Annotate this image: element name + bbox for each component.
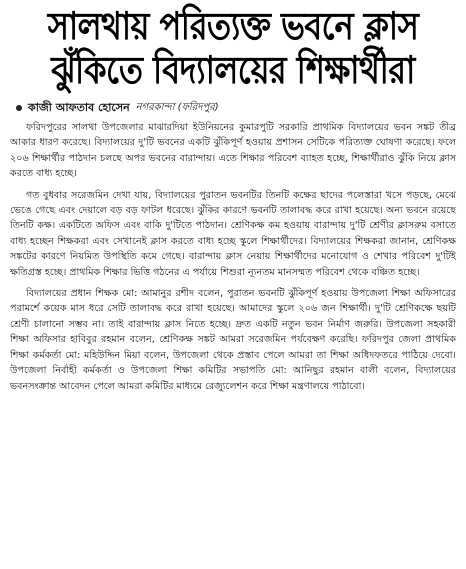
paragraph-3: বিদ্যালয়ের প্রধান শিক্ষক মো: আমানুর রশীদ বলেন, পুরাতন ভবনটি ঝুঁকিপূর্ণ হওয়ায় উপজেলা শিক্ষা অফিসারের পরামর্শে কয়েক মাস ধরে সেটি তালাবদ্ধ করে রাখা হয়েছে। আমাদের স্কুলে ২০৬ জন শিক্ষার্থী। দু'টি শ্রেণিকক্ষে ছয়টি শ্রেণী চালানো সম্ভব না। তাই বারান্দায় ক্লাস নিতে হচ্ছে। দ্রুত একটি নতুন ভবন নির্মাণ জরুরি। উপজেলা সহকারী শিক্ষা অফিসার হাবিবুর রহমান বলেন, শ্রেণিকক্ষ সঙ্কট আমরা সরেজমিন পর্যবেক্ষণ করেছি। ফরিদপুর জেলা প্রাথমিক শিক্ষা কর্মকর্তা মো: মহিউদ্দিন মিয়া বলেন, উপজেলা থেকে প্রস্তাব পেলে আমরা তা শিক্ষা অধিদফতরে পাঠিয়ে দেবো। উপজেলা নির্বাহী কর্মকর্তা ও উপজেলা শিক্ষা কমিটির সভাপতি মো: আনিছুর রহমান বালী বলেন, বিদ্যালয়ের ভবনসংক্রান্ত আবেদন পেলে আমরা কমিটির মাধ্যমে রেজ্যুলেশন করে শিক্ষা মন্ত্রণালয়ে পাঠাবো।: [10, 288, 456, 392]
bullet-icon: [16, 105, 22, 111]
dateline-location: নগরকান্দা (ফরিদপুর): [135, 101, 219, 113]
paragraph-1: ফরিদপুরের সালথা উপজেলার মাঝারদিয়া ইউনিয়নের কুমারপুটি সরকারি প্রাথমিক বিদ্যালয়ের ভবন সঙ্কট তীব্র আকার ধারণ করেছে। বিদ্যালয়ের দু'টি ভবনের একটি ঝুঁকিপূর্ণ হওয়ায় প্রশাসন সেটিকে পরিত্যক্ত ঘোষণা করেছে। ফলে ২০৬ শিক্ষার্থীর পাঠদান চলছে অপর ভবনের বারান্দায়। এতে শিক্ষার পরিবেশ ব্যাহত হচ্ছে, শিক্ষার্থীরাও ঝুঁকি নিয়ে ক্লাস করতে বাধ্য হচ্ছে।: [10, 122, 456, 180]
headline-line-1: সালথায় পরিত্যক্ত ভবনে ক্লাস: [47, 3, 419, 49]
article-body: [10, 120, 456, 394]
byline: [16, 100, 456, 116]
author-name: কাজী আফতাব হোসেন: [28, 100, 130, 114]
headline: [10, 4, 456, 92]
paragraph-2: গত বুধবার সরেজমিন দেখা যায়, বিদ্যালয়ের পুরাতন ভবনটির তিনটি কক্ষের ছাদের পলেস্তারা খসে পড়ছে, মেঝে ভেঙে গেছে এবং দেয়ালে বড় বড় ফাটল ধরেছে। ঝুঁকির কারণে ভবনটি তালাবদ্ধ করে রাখা হয়েছে। অন্য ভবনে রয়েছে তিনটি কক্ষ। একটিতে অফিস এবং বাকি দু'টিতে পাঠদান। শ্রেণিকক্ষ কম হওয়ায় বারান্দায় দু'টি শ্রেণীর ক্লাসরুম বসাতে বাধ্য হচ্ছেন শিক্ষকরা এবং সেখানেই ক্লাস করতে বাধ্য হচ্ছে স্কুলে শিক্ষার্থীদের। বিদ্যালয়ের শিক্ষকরা জানান, শ্রেণিকক্ষ সঙ্কটের কারণে নিয়মিত উপস্থিতি কমে গেছে। বারান্দায় ক্লাস নেয়ায় শিক্ষার্থীদের মনোযোগ ও শেখার পরিবেশ দু'টিই ক্ষতিগ্রস্ত হচ্ছে। প্রাথমিক শিক্ষার ভিত্তি গঠনের এ পর্যায়ে শিশুরা ন্যূনতম মানসম্মত পরিবেশ থেকে বঞ্চিত হচ্ছে।: [10, 189, 456, 278]
headline-line-2: ঝুঁকিতে বিদ্যালয়ের শিক্ষার্থীরা: [51, 47, 415, 93]
